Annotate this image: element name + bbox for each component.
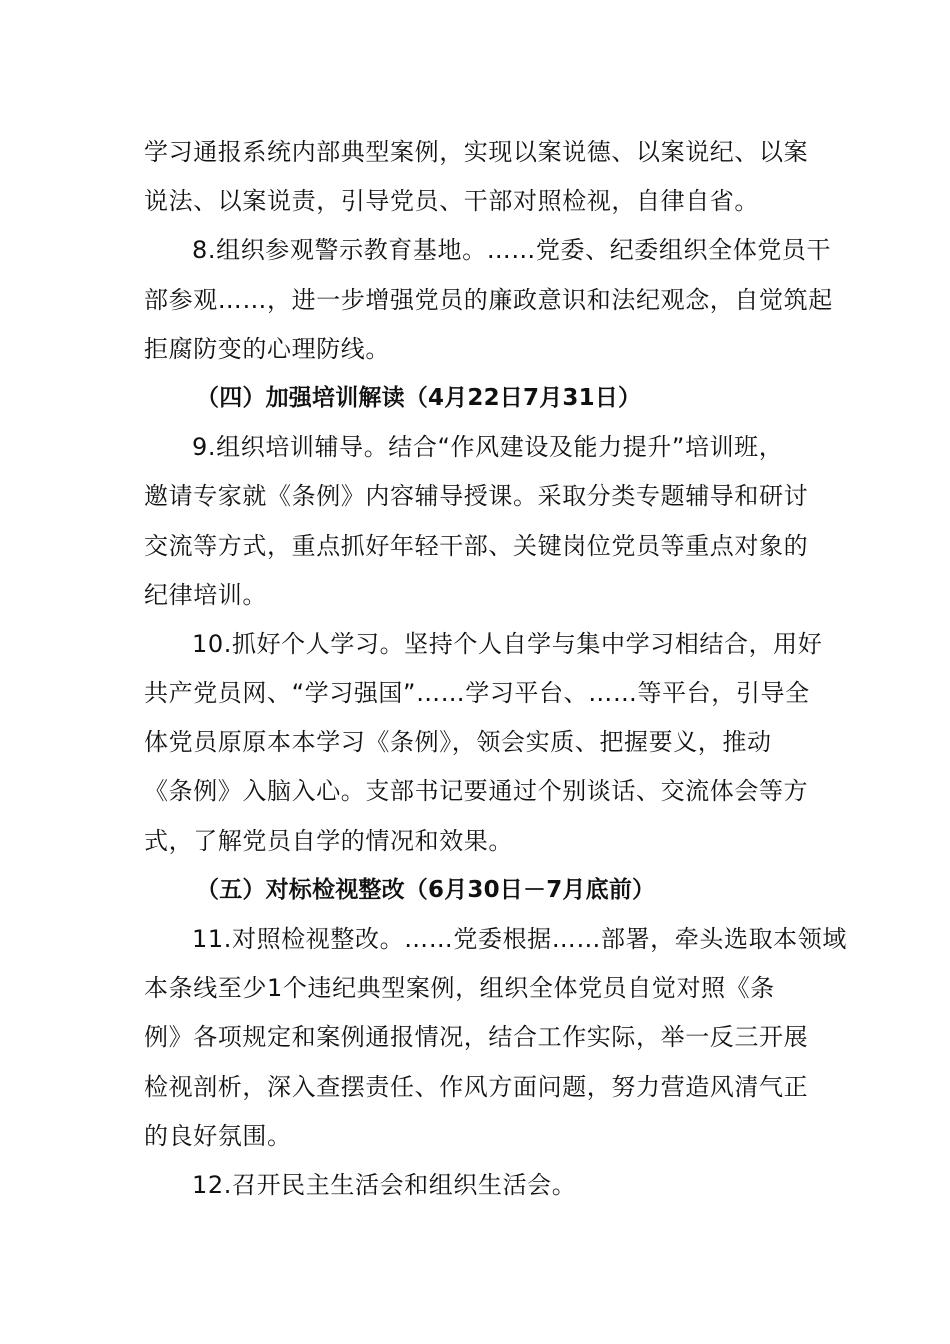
section-heading-4: （四）加强培训解读（4月22日7月31日）: [196, 384, 642, 411]
text-line: 拒腐防变的心理防线。: [144, 334, 390, 363]
paragraph-line-item-9: 9.组织培训辅导。结合“作风建设及能力提升”培训班，: [192, 433, 784, 462]
paragraph-line-item-11: 11.对照检视整改。……党委根据……部署，牵头选取本领域: [192, 925, 847, 953]
document-body: [144, 128, 847, 1210]
text-line: 部参观……，进一步增强党员的廉政意识和法纪观念，自觉筑起: [144, 285, 833, 314]
paragraph-line-item-8: 8.组织参观警示教育基地。……党委、纪委组织全体党员干: [192, 236, 832, 265]
text-line: 检视剖析，深入查摆责任、作风方面问题，努力营造风清气正: [144, 1072, 809, 1101]
text-line: 例》各项规定和案例通报情况，结合工作实际，举一反三开展: [144, 1023, 809, 1052]
text-line: 本条线至少1个违纪典型案例，组织全体党员自觉对照《条: [144, 974, 775, 1003]
paragraph-line-item-10: 10.抓好个人学习。坚持个人自学与集中学习相结合，用好: [192, 629, 823, 658]
text-line: 《条例》入脑入心。支部书记要通过个别谈话、交流体会等方: [144, 777, 809, 806]
text-line: 说法、以案说责，引导党员、干部对照检视，自律自省。: [144, 187, 759, 216]
text-line: 交流等方式，重点抓好年轻干部、关键岗位党员等重点对象的: [144, 531, 809, 560]
paragraph-line-item-12: 12.召开民主生活会和组织生活会。: [192, 1170, 577, 1199]
text-line: 共产党员网、“学习强国”……学习平台、……等平台，引导全: [144, 679, 810, 708]
section-heading-5: （五）对标检视整改（6月30日－7月底前）: [196, 876, 656, 903]
text-line: 学习通报系统内部典型案例，实现以案说德、以案说纪、以案: [144, 138, 809, 166]
text-line: 的良好氛围。: [144, 1121, 292, 1150]
text-line: 邀请专家就《条例》内容辅导授课。采取分类专题辅导和研讨: [144, 482, 809, 511]
text-line: 式，了解党员自学的情况和效果。: [144, 826, 513, 855]
text-line: 纪律培训。: [144, 580, 267, 609]
text-line: 体党员原原本本学习《条例》，领会实质、把握要义，推动: [144, 728, 772, 757]
